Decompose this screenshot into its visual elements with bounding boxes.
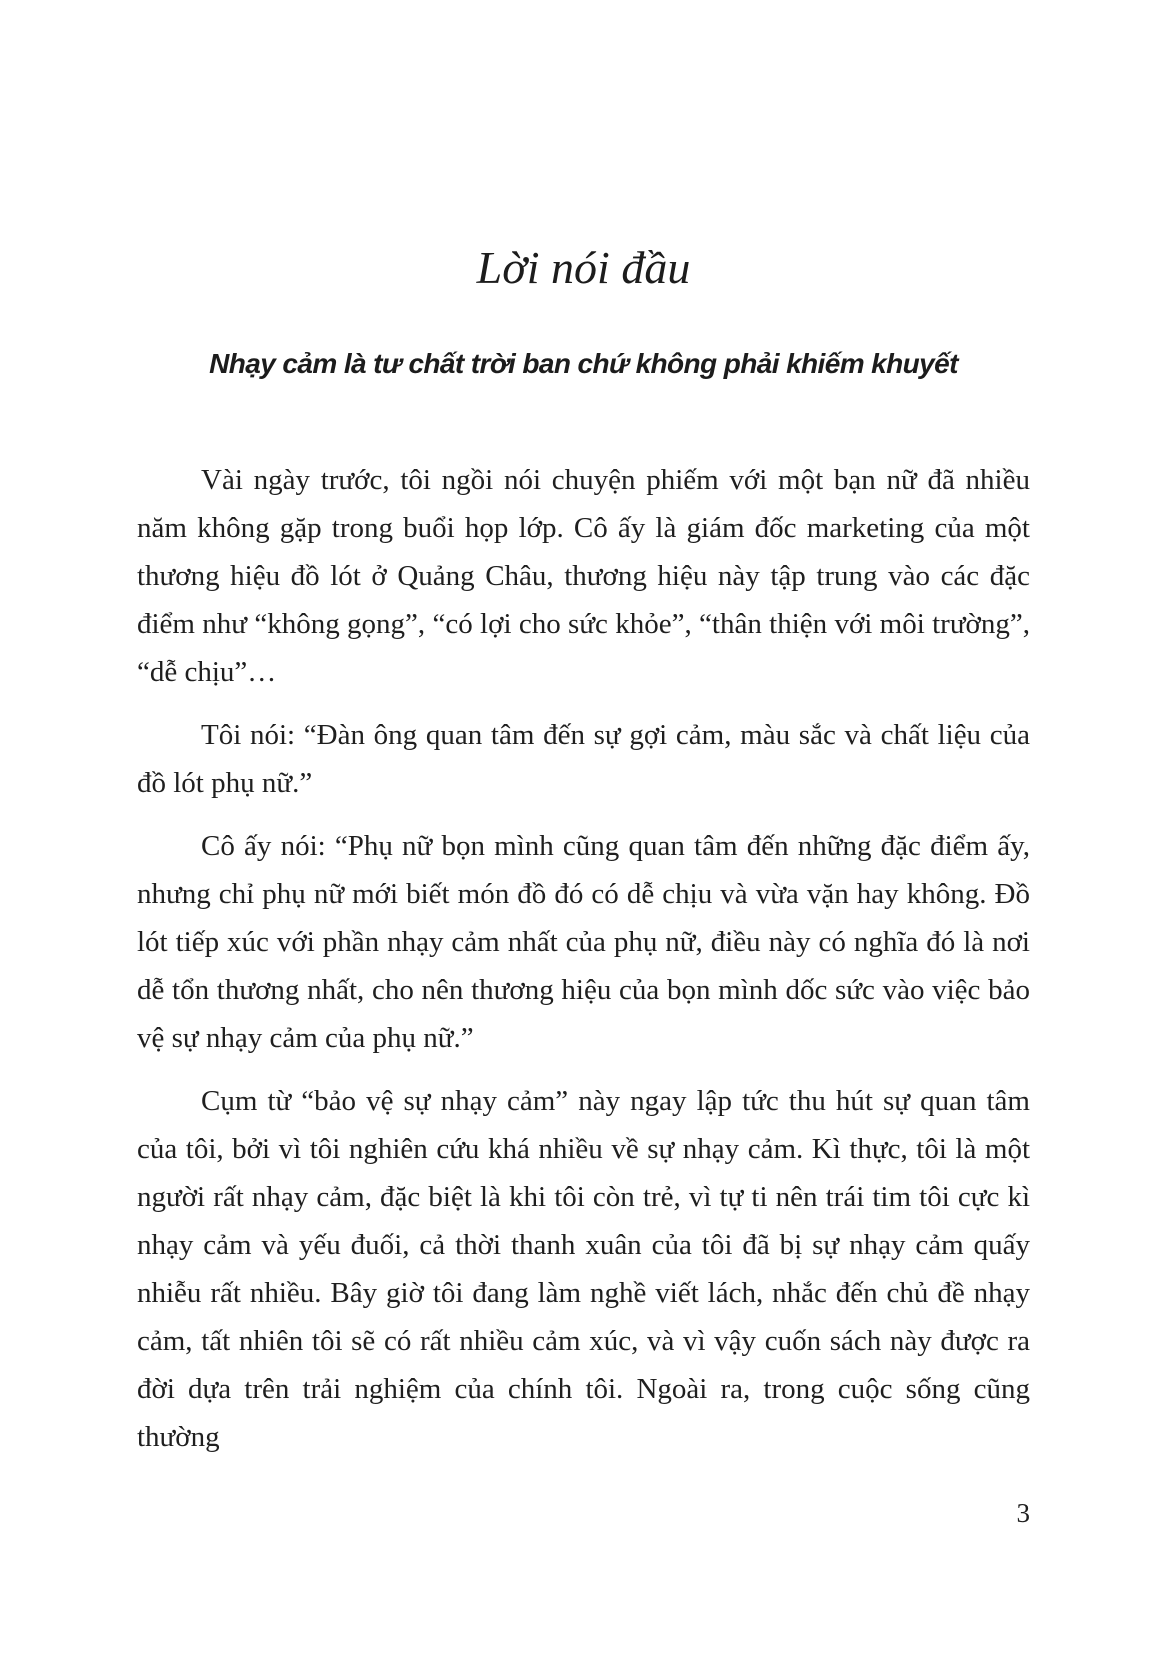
body-text [137,456,1030,1476]
chapter-title: Lời nói đầu [476,242,691,293]
paragraph: Cụm từ “bảo vệ sự nhạy cảm” này ngay lập tức thu hút sự quan tâm của tôi, bởi vì tôi nghiên cứu khá nhiều về sự nhạy cảm. Kì thực, tôi là một người rất nhạy cảm, đặc biệt là khi tôi còn trẻ, vì tự ti nên trái tim tôi cực kì nhạy cảm và yếu đuối, cả thời thanh xuân của tôi đã bị sự nhạy cảm quấy nhiễu rất nhiều. Bây giờ tôi đang làm nghề viết lách, nhắc đến chủ đề nhạy cảm, tất nhiên tôi sẽ có rất nhiều cảm xúc, và vì vậy cuốn sách này được ra đời dựa trên trải nghiệm của chính tôi. Ngoài ra, trong cuộc sống cũng thường [137,1085,1030,1453]
paragraph: Tôi nói: “Đàn ông quan tâm đến sự gợi cảm, màu sắc và chất liệu của đồ lót phụ nữ.” [137,719,1030,799]
chapter-subtitle: Nhạy cảm là tư chất trời ban chứ không phải khiếm khuyết [209,348,958,379]
paragraph: Cô ấy nói: “Phụ nữ bọn mình cũng quan tâm đến những đặc điểm ấy, nhưng chỉ phụ nữ mới biết món đồ đó có dễ chịu và vừa vặn hay không. Đồ lót tiếp xúc với phần nhạy cảm nhất của phụ nữ, điều này có nghĩa đó là nơi dễ tổn thương nhất, cho nên thương hiệu của bọn mình dốc sức vào việc bảo vệ sự nhạy cảm của phụ nữ.” [137,830,1030,1054]
paragraph: Vài ngày trước, tôi ngồi nói chuyện phiếm với một bạn nữ đã nhiều năm không gặp trong buổi họp lớp. Cô ấy là giám đốc marketing của một thương hiệu đồ lót ở Quảng Châu, thương hiệu này tập trung vào các đặc điểm như “không gọng”, “có lợi cho sức khỏe”, “thân thiện với môi trường”, “dễ chịu”… [137,464,1030,688]
page-number: 3 [1016,1498,1030,1528]
